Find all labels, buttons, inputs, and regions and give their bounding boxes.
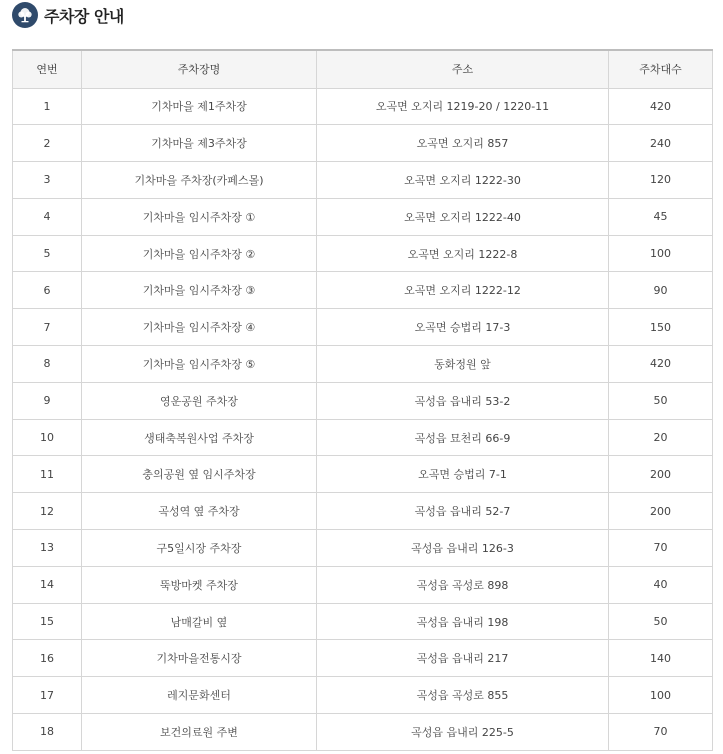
cell-number: 1 — [13, 88, 82, 125]
cell-address: 오곡면 승법리 7-1 — [317, 456, 609, 493]
cell-capacity: 40 — [609, 566, 713, 603]
cell-name: 남매갈비 옆 — [82, 603, 317, 640]
cell-address: 곡성읍 곡성로 898 — [317, 566, 609, 603]
cell-address: 곡성읍 곡성로 855 — [317, 677, 609, 714]
cell-name: 구5일시장 주차장 — [82, 530, 317, 567]
cell-address: 오곡면 승법리 17-3 — [317, 309, 609, 346]
cell-capacity: 140 — [609, 640, 713, 677]
cell-number: 10 — [13, 419, 82, 456]
cell-name: 기차마을 임시주차장 ③ — [82, 272, 317, 309]
tree-icon — [12, 2, 38, 28]
table-row — [13, 272, 713, 309]
cell-number: 17 — [13, 677, 82, 714]
parking-table — [12, 49, 713, 751]
page-title: 주차장 안내 — [44, 6, 124, 26]
cell-name: 기차마을 임시주차장 ⑤ — [82, 346, 317, 383]
table-row — [13, 640, 713, 677]
table-row — [13, 162, 713, 199]
table-row — [13, 456, 713, 493]
cell-number: 11 — [13, 456, 82, 493]
cell-capacity: 200 — [609, 456, 713, 493]
cell-capacity: 120 — [609, 162, 713, 199]
table-row — [13, 235, 713, 272]
section-heading — [12, 2, 124, 28]
cell-address: 곡성읍 읍내리 225-5 — [317, 714, 609, 751]
cell-capacity: 50 — [609, 382, 713, 419]
cell-address: 오곡면 오지리 1222-40 — [317, 198, 609, 235]
cell-address: 곡성읍 묘천리 66-9 — [317, 419, 609, 456]
cell-number: 18 — [13, 714, 82, 751]
cell-capacity: 100 — [609, 235, 713, 272]
cell-capacity: 50 — [609, 603, 713, 640]
table-row — [13, 493, 713, 530]
cell-number: 13 — [13, 530, 82, 567]
table-row — [13, 198, 713, 235]
column-header-number: 연번 — [13, 50, 82, 88]
cell-name: 기차마을 임시주차장 ④ — [82, 309, 317, 346]
cell-name: 곡성역 옆 주차장 — [82, 493, 317, 530]
cell-number: 16 — [13, 640, 82, 677]
cell-name: 뚝방마켓 주차장 — [82, 566, 317, 603]
cell-name: 충의공원 옆 임시주차장 — [82, 456, 317, 493]
cell-address: 곡성읍 읍내리 52-7 — [317, 493, 609, 530]
cell-address: 곡성읍 읍내리 126-3 — [317, 530, 609, 567]
cell-capacity: 240 — [609, 125, 713, 162]
table-row — [13, 603, 713, 640]
table-row — [13, 677, 713, 714]
cell-capacity: 90 — [609, 272, 713, 309]
cell-address: 오곡면 오지리 1219-20 / 1220-11 — [317, 88, 609, 125]
column-header-name: 주차장명 — [82, 50, 317, 88]
cell-capacity: 420 — [609, 346, 713, 383]
cell-name: 기차마을 제1주차장 — [82, 88, 317, 125]
cell-number: 9 — [13, 382, 82, 419]
cell-name: 기차마을전통시장 — [82, 640, 317, 677]
cell-name: 기차마을 임시주차장 ① — [82, 198, 317, 235]
table-row — [13, 419, 713, 456]
cell-number: 5 — [13, 235, 82, 272]
cell-capacity: 45 — [609, 198, 713, 235]
cell-number: 3 — [13, 162, 82, 199]
column-header-address: 주소 — [317, 50, 609, 88]
cell-address: 오곡면 오지리 1222-12 — [317, 272, 609, 309]
cell-address: 곡성읍 읍내리 198 — [317, 603, 609, 640]
cell-address: 동화정원 앞 — [317, 346, 609, 383]
cell-address: 오곡면 오지리 1222-30 — [317, 162, 609, 199]
cell-name: 기차마을 임시주차장 ② — [82, 235, 317, 272]
table-row — [13, 88, 713, 125]
cell-number: 15 — [13, 603, 82, 640]
cell-name: 기차마을 제3주차장 — [82, 125, 317, 162]
table-row — [13, 382, 713, 419]
cell-name: 레지문화센터 — [82, 677, 317, 714]
cell-number: 6 — [13, 272, 82, 309]
cell-number: 14 — [13, 566, 82, 603]
cell-capacity: 150 — [609, 309, 713, 346]
table-row — [13, 125, 713, 162]
cell-address: 오곡면 오지리 857 — [317, 125, 609, 162]
cell-capacity: 200 — [609, 493, 713, 530]
table-row — [13, 309, 713, 346]
cell-name: 보건의료원 주변 — [82, 714, 317, 751]
column-header-capacity: 주차대수 — [609, 50, 713, 88]
cell-name: 생태축복원사업 주차장 — [82, 419, 317, 456]
cell-address: 곡성읍 읍내리 217 — [317, 640, 609, 677]
cell-capacity: 70 — [609, 714, 713, 751]
table-row — [13, 566, 713, 603]
cell-address: 오곡면 오지리 1222-8 — [317, 235, 609, 272]
cell-number: 12 — [13, 493, 82, 530]
cell-capacity: 100 — [609, 677, 713, 714]
cell-address: 곡성읍 읍내리 53-2 — [317, 382, 609, 419]
table-row — [13, 714, 713, 751]
cell-number: 8 — [13, 346, 82, 383]
cell-name: 기차마을 주차장(카페스몰) — [82, 162, 317, 199]
cell-capacity: 20 — [609, 419, 713, 456]
table-body — [13, 88, 713, 750]
cell-name: 영운공원 주차장 — [82, 382, 317, 419]
cell-capacity: 420 — [609, 88, 713, 125]
cell-number: 7 — [13, 309, 82, 346]
cell-capacity: 70 — [609, 530, 713, 567]
cell-number: 4 — [13, 198, 82, 235]
table-row — [13, 530, 713, 567]
table-row — [13, 346, 713, 383]
table-header-row — [13, 50, 713, 88]
cell-number: 2 — [13, 125, 82, 162]
